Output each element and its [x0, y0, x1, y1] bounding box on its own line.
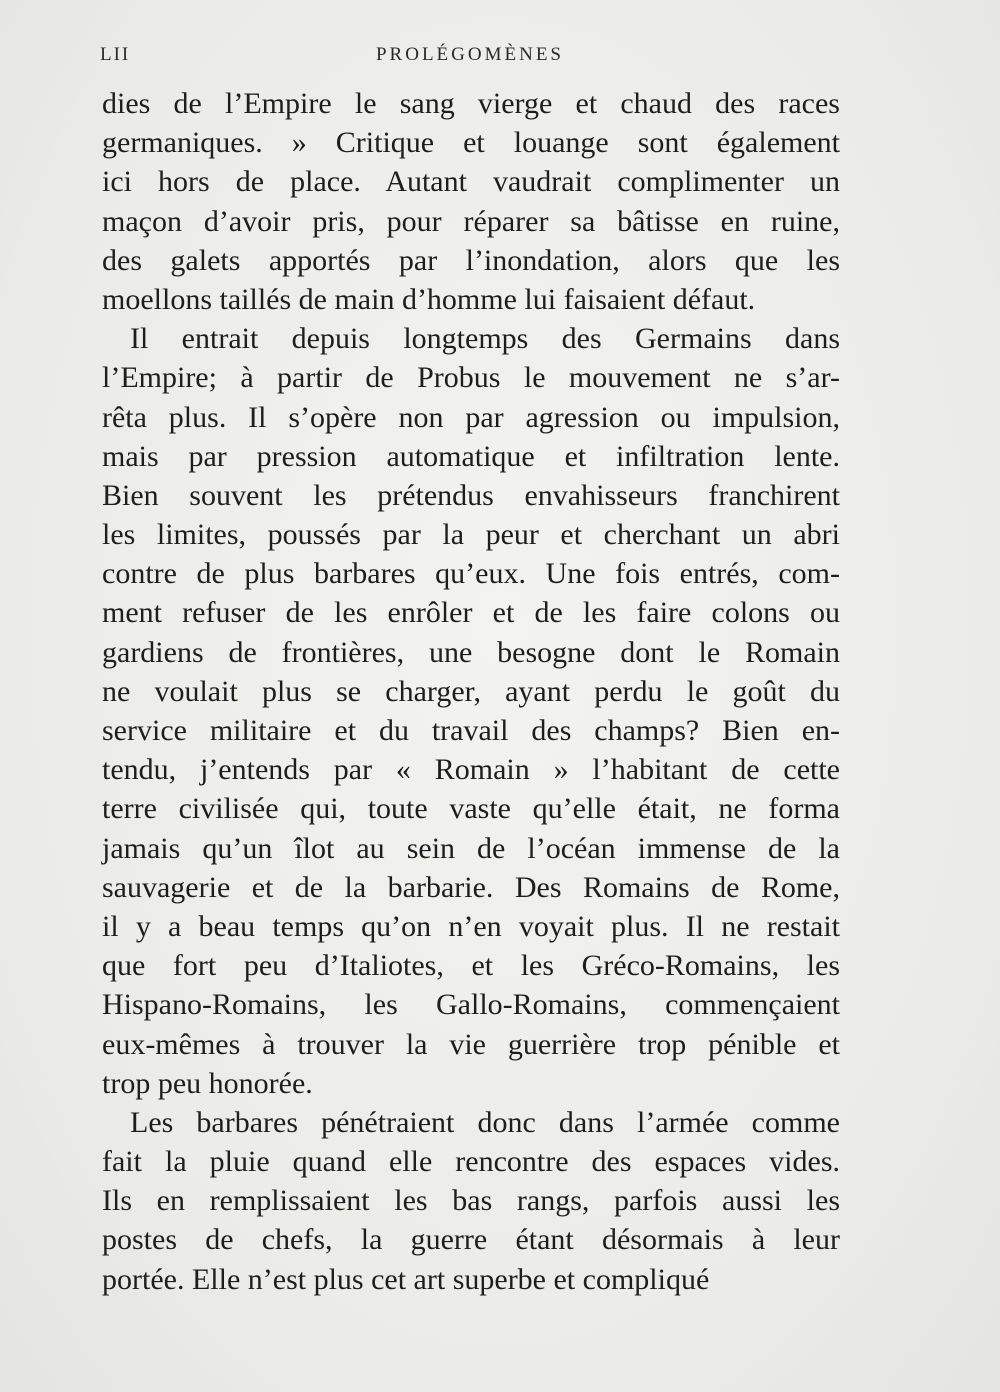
text-line: maçon d’avoir pris, pour réparer sa bâtisse en ruine, [102, 204, 840, 238]
text-line: fait la pluie quand elle rencontre des espaces vides. [102, 1145, 840, 1179]
text-line: Les barbares pénétraient donc dans l’armée comme [130, 1105, 840, 1139]
text-line: service militaire et du travail des champs? Bien en- [102, 714, 840, 747]
body-text [102, 84, 840, 1299]
paragraph [102, 319, 840, 1103]
text-line: trop peu honorée. [102, 1066, 313, 1100]
text-line: que fort peu d’Italiotes, et les Gréco-Romains, les [102, 949, 840, 983]
text-line: terre civilisée qui, toute vaste qu’elle était, ne forma [102, 792, 840, 826]
text-line: germaniques. » Critique et louange sont également [102, 126, 840, 160]
text-line: eux-mêmes à trouver la vie guerrière trop pénible et [102, 1027, 840, 1061]
paragraph [102, 84, 840, 319]
text-line: Hispano-Romains, les Gallo-Romains, commençaient [102, 988, 840, 1022]
text-line: portée. Elle n’est plus cet art superbe et compliqué [102, 1262, 710, 1296]
page-number: LII [100, 44, 131, 65]
text-line: ici hors de place. Autant vaudrait complimenter un [102, 165, 840, 199]
text-line: Ils en remplissaient les bas rangs, parfois aussi les [102, 1184, 840, 1218]
text-line: jamais qu’un îlot au sein de l’océan immense de la [102, 831, 840, 865]
text-line: Il entrait depuis longtemps des Germains dans [130, 322, 840, 356]
text-line: contre de plus barbares qu’eux. Une fois entrés, com- [102, 557, 840, 591]
text-line: gardiens de frontières, une besogne dont le Romain [102, 635, 840, 669]
text-line: l’Empire; à partir de Probus le mouvement ne s’ar- [102, 361, 840, 395]
running-head [100, 44, 840, 74]
running-title: PROLÉGOMÈNES [375, 44, 564, 65]
text-line: rêta plus. Il s’opère non par agression ou impulsion, [102, 400, 840, 434]
text-line: mais par pression automatique et infiltration lente. [102, 439, 840, 473]
text-line: des galets apportés par l’inondation, alors que les [102, 243, 840, 277]
text-line: ne voulait plus se charger, ayant perdu le goût du [102, 674, 840, 708]
text-line: tendu, j’entends par « Romain » l’habitant de cette [102, 753, 840, 787]
text-line: dies de l’Empire le sang vierge et chaud des races [102, 87, 840, 120]
text-line: postes de chefs, la guerre étant désormais à leur [102, 1223, 840, 1257]
text-line: sauvagerie et de la barbarie. Des Romains de Rome, [102, 870, 840, 904]
text-line: ment refuser de les enrôler et de les faire colons ou [102, 596, 840, 630]
text-line: il y a beau temps qu’on n’en voyait plus. Il ne restait [102, 909, 840, 943]
text-line: les limites, poussés par la peur et cherchant un abri [102, 518, 840, 552]
text-line: moellons taillés de main d’homme lui faisaient défaut. [102, 282, 756, 316]
text-line: Bien souvent les prétendus envahisseurs franchirent [102, 478, 840, 512]
paragraph [102, 1103, 840, 1299]
